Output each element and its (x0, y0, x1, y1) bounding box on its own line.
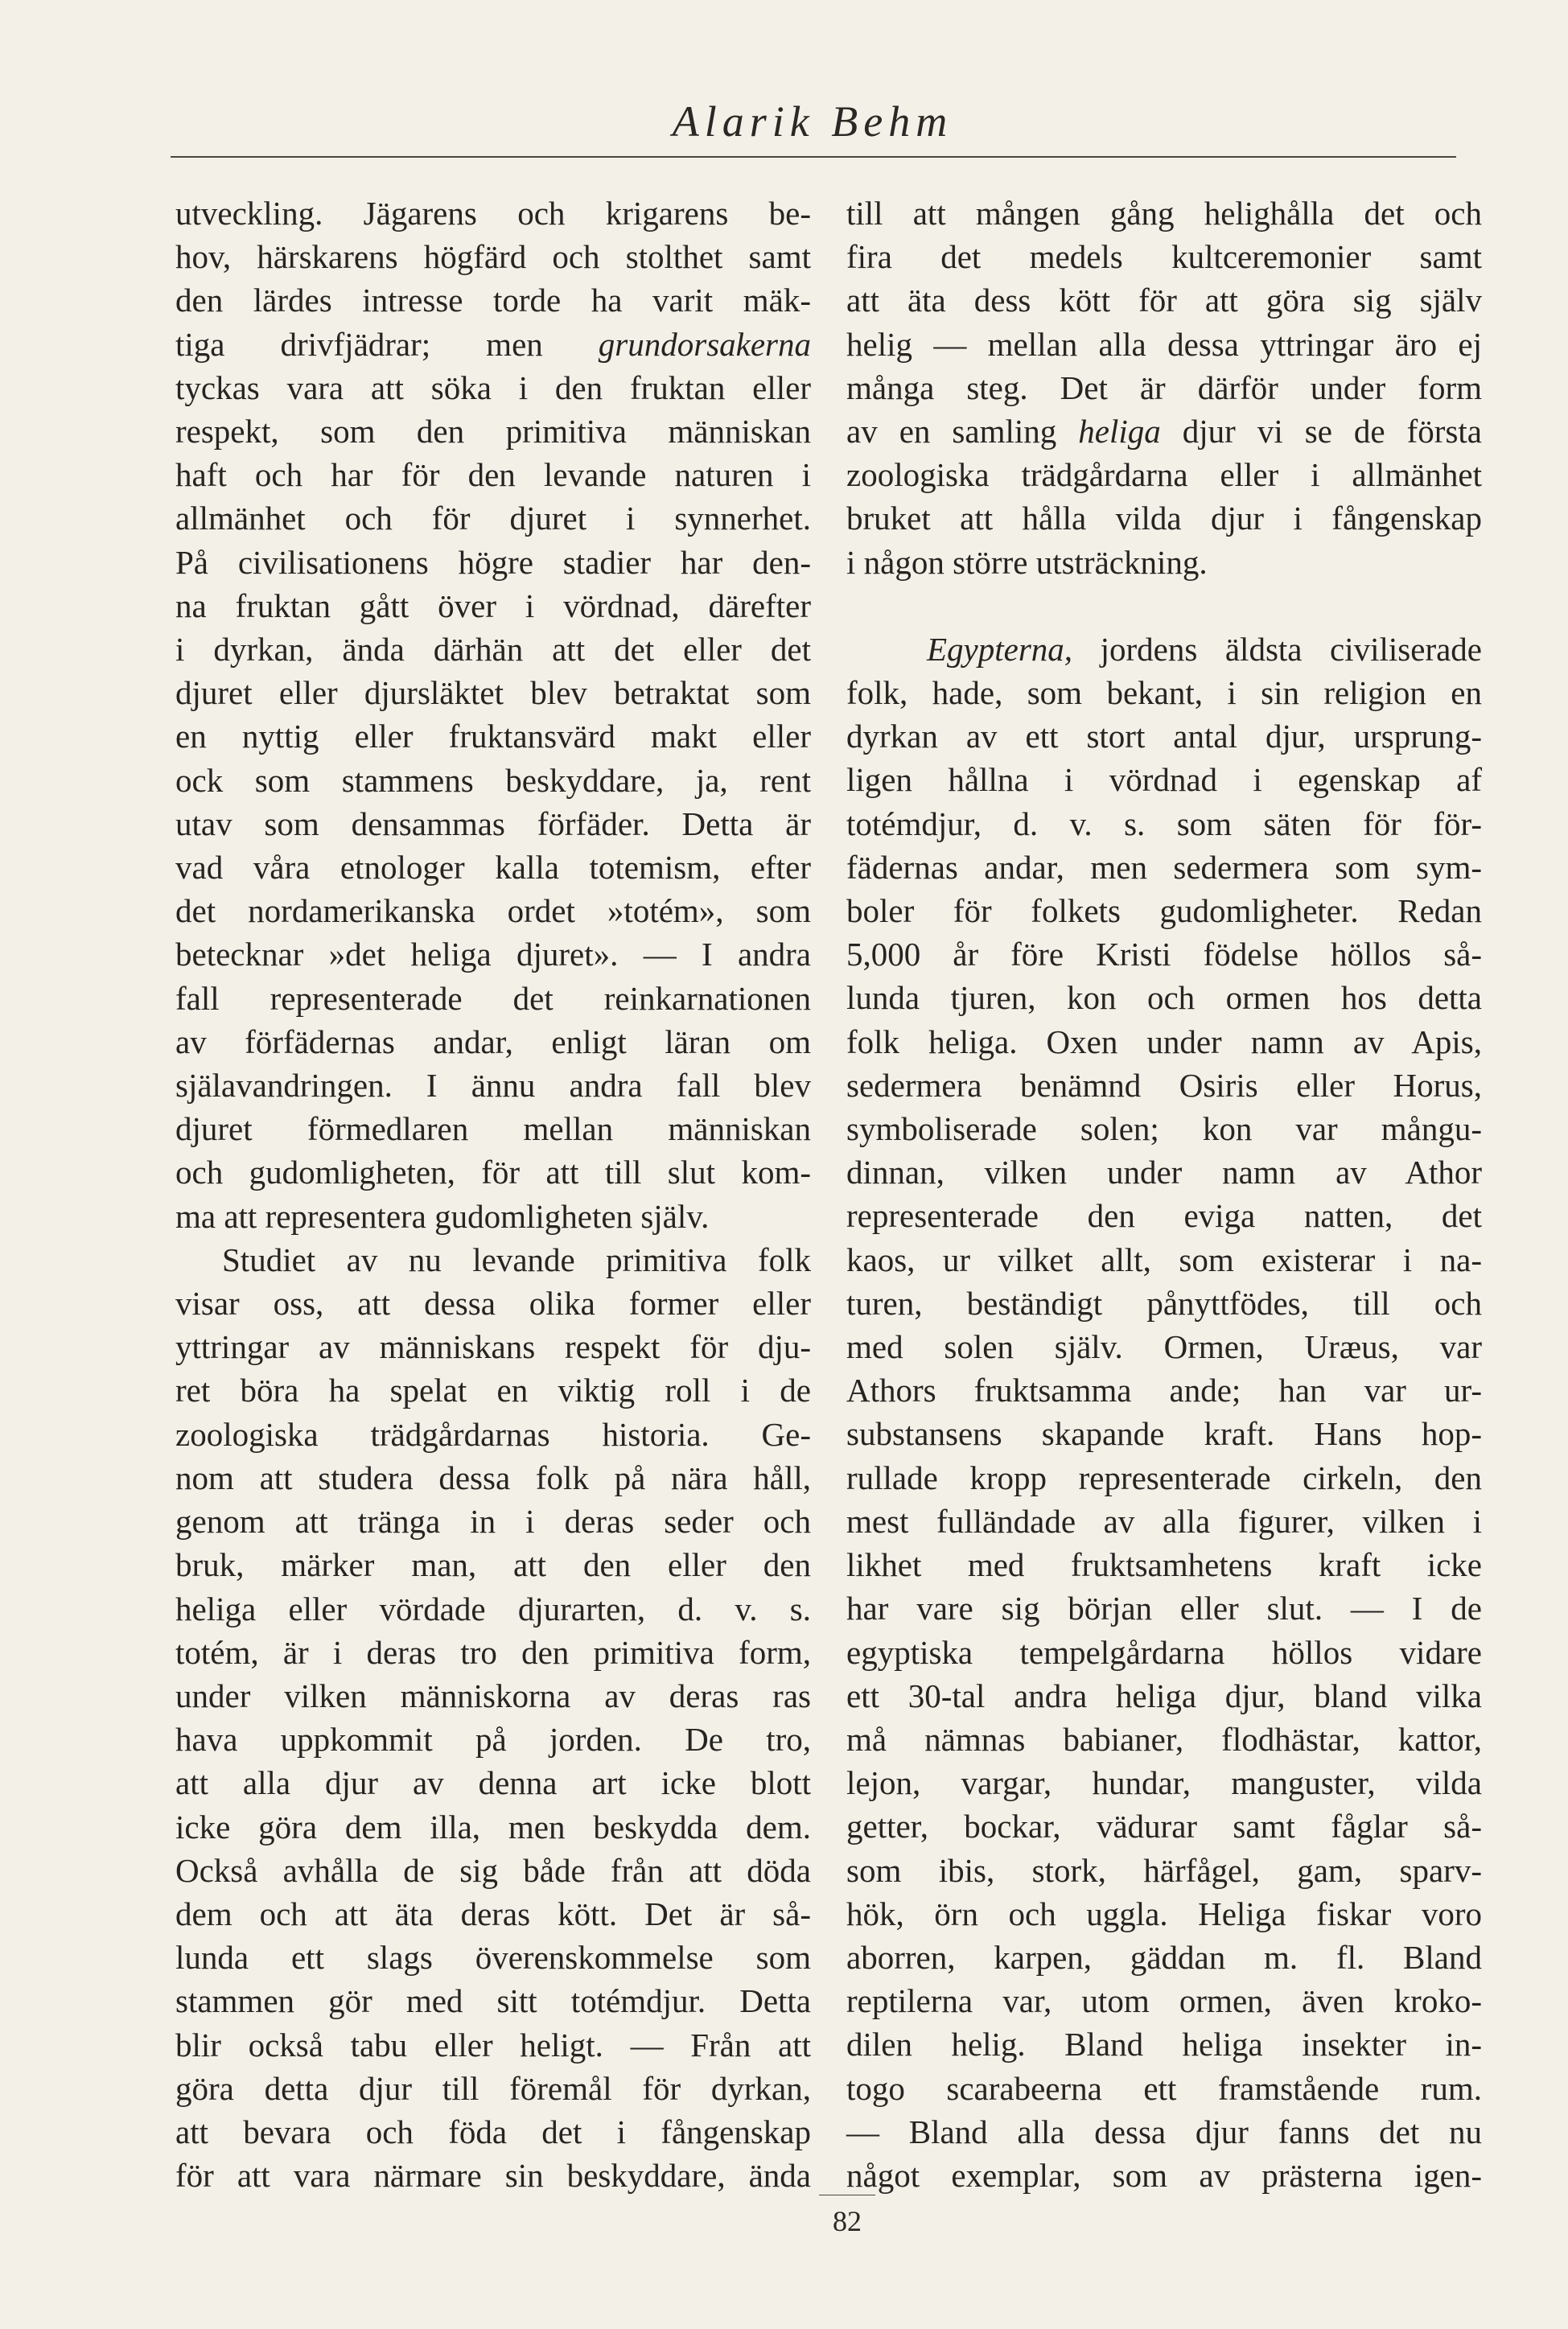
text-line (846, 671, 1482, 714)
text-run: att bevara och föda det i fångenskap (175, 2113, 811, 2150)
text-run: dilen helig. Bland heliga insekter in- (846, 2026, 1482, 2064)
text-line (175, 323, 811, 366)
text-run: har vare sig början eller slut. — I de (846, 1590, 1482, 1627)
text-run: göra detta djur till föremål för dyrkan, (175, 2069, 811, 2107)
text-run: togo scarabeerna ett framstående rum. (846, 2069, 1482, 2107)
text-line (175, 1282, 811, 1325)
text-line (846, 1150, 1482, 1194)
text-run: i någon större utsträckning. (846, 543, 1208, 581)
text-line (175, 409, 811, 453)
text-line (175, 453, 811, 496)
text-run: den lärdes intresse torde ha varit mäk- (175, 282, 811, 319)
text-line (846, 1718, 1482, 1761)
text-run: själavandringen. I ännu andra fall blev (175, 1067, 811, 1105)
text-run: hava uppkommit på jorden. De tro, (175, 1721, 811, 1759)
text-run: symboliserade solen; kon var mångu- (846, 1110, 1482, 1148)
text-run: djuret eller djursläktet blev betraktat som (175, 674, 811, 712)
text-line (175, 1368, 811, 1412)
right-text-column (846, 191, 1482, 2197)
text-line (175, 759, 811, 802)
text-run: boler för folkets gudomligheter. Redan (846, 892, 1482, 930)
text-line (846, 2067, 1482, 2110)
text-line (846, 1368, 1482, 1412)
text-run: På civilisationens högre stadier har den- (175, 543, 811, 581)
text-run: dinnan, vilken under namn av Athor (846, 1154, 1482, 1191)
text-run: kaos, ur vilket allt, som existerar i na- (846, 1241, 1482, 1278)
running-head-author: Alarik Behm (672, 97, 953, 146)
text-line (175, 496, 811, 540)
text-line (175, 671, 811, 714)
text-line (846, 1412, 1482, 1455)
italic-term: heliga (1078, 413, 1161, 451)
text-line (846, 1500, 1482, 1543)
text-run: totémdjur, d. v. s. som säten för för- (846, 804, 1482, 842)
text-line (846, 1238, 1482, 1282)
text-run: Athors fruktsamma ande; han var ur- (846, 1372, 1482, 1409)
text-run: na fruktan gått över i vördnad, därefter (175, 586, 811, 624)
text-run: representerade den eviga natten, det (846, 1197, 1482, 1235)
text-line (175, 714, 811, 758)
text-line (846, 1543, 1482, 1586)
text-run: ock som stammens beskyddare, ja, rent (175, 761, 811, 799)
text-line (846, 1194, 1482, 1237)
text-run: genom att tränga in i deras seder och (175, 1503, 811, 1541)
text-run: ett 30-tal andra heliga djur, bland vilka (846, 1677, 1482, 1714)
text-line (846, 1761, 1482, 1804)
text-line (175, 366, 811, 409)
text-run: turen, beständigt pånyttfödes, till och (846, 1284, 1482, 1322)
text-run: haft och har för den levande naturen i (175, 456, 811, 494)
text-run: hök, örn och uggla. Heliga fiskar voro (846, 1895, 1482, 1932)
text-line (175, 1325, 811, 1368)
text-run: till att mången gång helighålla det och (846, 195, 1482, 232)
text-run: fira det medels kultceremonier samt (846, 238, 1482, 276)
text-line (175, 584, 811, 628)
text-run: — Bland alla dessa djur fanns det nu (846, 2113, 1482, 2150)
paragraph-gap (846, 584, 1482, 628)
text-line (175, 2110, 811, 2154)
text-line (846, 191, 1482, 235)
text-run: folk, hade, som bekant, i sin religion en (846, 674, 1482, 712)
text-run: Också avhålla de sig både från att döda (175, 1851, 811, 1889)
text-line (846, 409, 1482, 453)
text-line (846, 1849, 1482, 1892)
text-run: heliga eller vördade djurarten, d. v. s. (175, 1590, 811, 1627)
text-run: icke göra dem illa, men beskydda dem. (175, 1808, 811, 1846)
text-line (175, 977, 811, 1020)
text-run: likhet med fruktsamhetens kraft icke (846, 1546, 1482, 1584)
text-line (846, 2022, 1482, 2066)
text-line (175, 802, 811, 846)
text-run: som ibis, stork, härfågel, gam, sparv- (846, 1851, 1482, 1889)
text-line (175, 541, 811, 584)
text-run: vad våra etnologer kalla totemism, efter (175, 849, 811, 887)
text-run: egyptiska tempelgårdarna höllos vidare (846, 1633, 1482, 1671)
text-line (846, 1936, 1482, 1979)
text-line (175, 278, 811, 322)
text-run: substansens skapande kraft. Hans hop- (846, 1415, 1482, 1453)
text-run: zoologiska trädgårdarna eller i allmänhet (846, 456, 1482, 494)
text-line (846, 628, 1482, 671)
text-line (175, 1979, 811, 2022)
text-line (846, 496, 1482, 540)
text-line (175, 1631, 811, 1674)
text-line (175, 1107, 811, 1150)
text-line (175, 1150, 811, 1194)
text-line (846, 1804, 1482, 1848)
text-run: något exemplar, som av prästerna igen- (846, 2156, 1482, 2194)
text-run: bruket att hålla vilda djur i fångenskap (846, 500, 1482, 537)
text-run: dem och att äta deras kött. Det är så- (175, 1895, 811, 1932)
text-line (175, 1936, 811, 1979)
text-line (846, 1020, 1482, 1064)
text-line (846, 889, 1482, 932)
text-run: nom att studera dessa folk på nära håll, (175, 1459, 811, 1496)
text-line (175, 1892, 811, 1936)
text-line (175, 1761, 811, 1804)
text-run: under vilken människorna av deras ras (175, 1677, 811, 1714)
text-run: lunda tjuren, kon och ormen hos detta (846, 979, 1482, 1017)
text-run: sedermera benämnd Osiris eller Horus, (846, 1066, 1482, 1104)
text-run: djur vi se de första (1160, 413, 1482, 451)
text-line (175, 1805, 811, 1849)
text-line (175, 1456, 811, 1500)
text-run: reptilerna var, utom ormen, även kroko- (846, 1982, 1482, 2020)
text-run: av en samling (846, 413, 1079, 451)
text-run: Studiet av nu levande primitiva folk (222, 1241, 811, 1278)
text-run: ma att representera gudomligheten själv. (175, 1197, 710, 1235)
text-run: att äta dess kött för att göra sig själv (846, 282, 1482, 319)
text-line (846, 1979, 1482, 2022)
text-line (846, 366, 1482, 409)
text-run: yttringar av människans respekt för dju- (175, 1328, 811, 1366)
text-run: tyckas vara att söka i den fruktan eller (175, 368, 811, 406)
text-line (175, 1543, 811, 1586)
text-line (846, 932, 1482, 976)
text-run: blir också tabu eller heligt. — Från att (175, 2026, 811, 2064)
text-run: ret böra ha spelat en viktig roll i de (175, 1372, 811, 1409)
text-run: för att vara närmare sin beskyddare, ända (175, 2157, 811, 2195)
text-run: mest fulländade av alla figurer, vilken i (846, 1502, 1482, 1540)
text-line (846, 976, 1482, 1019)
page-number: 82 (833, 2205, 862, 2237)
text-run: fall representerade det reinkarnationen (175, 979, 811, 1017)
text-run: rullade kropp representerade cirkeln, den (846, 1459, 1482, 1496)
text-line (175, 2023, 811, 2067)
text-run: betecknar »det heliga djuret». — I andra (175, 936, 811, 973)
text-line (846, 1456, 1482, 1500)
text-line (846, 1325, 1482, 1368)
text-line (846, 1631, 1482, 1674)
text-line (175, 1674, 811, 1718)
text-line (175, 932, 811, 976)
text-line (175, 235, 811, 278)
text-line (175, 1500, 811, 1543)
text-line (846, 1674, 1482, 1718)
text-line (846, 453, 1482, 496)
text-run: getter, bockar, vädurar samt fåglar så- (846, 1808, 1482, 1846)
text-run: totém, är i deras tro den primitiva form, (175, 1633, 811, 1671)
text-run: lunda ett slags överenskommelse som (175, 1939, 811, 1977)
text-run: bruk, märker man, att den eller den (175, 1546, 811, 1584)
text-line (175, 191, 811, 235)
text-line (846, 802, 1482, 846)
text-run: i dyrkan, ända därhän att det eller det (175, 631, 811, 669)
text-line (846, 2154, 1482, 2197)
text-run: det nordamerikanska ordet »totém», som (175, 892, 811, 930)
text-line (846, 2110, 1482, 2154)
text-line (175, 1195, 811, 1238)
text-line (175, 1238, 811, 1282)
text-line (175, 2067, 811, 2110)
text-run: utav som densammas förfäder. Detta är (175, 804, 811, 842)
text-run: helig — mellan alla dessa yttringar äro ej (846, 325, 1482, 363)
text-line (846, 323, 1482, 366)
text-run: visar oss, att dessa olika former eller (175, 1285, 811, 1323)
text-run: utveckling. Jägarens och krigarens be- (175, 195, 811, 232)
text-line (846, 1064, 1482, 1107)
text-line (175, 628, 811, 671)
text-line (175, 1587, 811, 1631)
text-line (846, 1586, 1482, 1630)
text-run: ligen hållna i vördnad i egenskap af (846, 761, 1482, 799)
text-run: allmänhet och för djuret i synnerhet. (175, 500, 811, 537)
text-line (175, 889, 811, 932)
text-line (846, 714, 1482, 758)
text-run: med solen själv. Ormen, Uræus, var (846, 1328, 1482, 1366)
text-line (846, 1892, 1482, 1936)
text-run: 5,000 år före Kristi födelse höllos så- (846, 936, 1482, 973)
text-run: en nyttig eller fruktansvärd makt eller (175, 718, 811, 755)
italic-term: Egypterna, (927, 630, 1073, 668)
text-run: många steg. Det är därför under form (846, 368, 1482, 406)
text-line (175, 1020, 811, 1064)
text-run: att alla djur av denna art icke blott (175, 1764, 811, 1802)
text-line (846, 235, 1482, 278)
header-rule (171, 156, 1456, 158)
text-line (846, 758, 1482, 801)
text-run: dyrkan av ett stort antal djur, ursprung- (846, 718, 1482, 755)
text-line (846, 541, 1482, 584)
text-line (175, 1064, 811, 1107)
text-run: folk heliga. Oxen under namn av Apis, (846, 1023, 1482, 1060)
text-run: fädernas andar, men sedermera som sym- (846, 848, 1482, 886)
text-run: respekt, som den primitiva människan (175, 413, 811, 451)
text-line (175, 846, 811, 889)
text-run: av förfädernas andar, enligt läran om (175, 1023, 811, 1060)
text-run: stammen gör med sitt totémdjur. Detta (175, 1982, 811, 2020)
text-line (846, 278, 1482, 322)
text-line (175, 1718, 811, 1761)
text-run: aborren, karpen, gäddan m. fl. Bland (846, 1938, 1482, 1976)
text-run: tiga drivfjädrar; men (175, 325, 599, 363)
text-line (175, 1849, 811, 1892)
italic-term: grundorsakerna (598, 325, 811, 363)
text-line (846, 1107, 1482, 1150)
text-run: jordens äldsta civiliserade (1072, 630, 1482, 668)
text-run: hov, härskarens högfärd och stolthet samt (175, 238, 811, 276)
text-line (175, 2154, 811, 2197)
text-line (846, 846, 1482, 889)
text-run: djuret förmedlaren mellan människan (175, 1110, 811, 1148)
text-line (846, 1282, 1482, 1325)
text-run: och gudomligheten, för att till slut kom- (175, 1154, 811, 1191)
text-run: zoologiska trädgårdarnas historia. Ge- (175, 1415, 811, 1453)
text-run: lejon, vargar, hundar, manguster, vilda (846, 1764, 1482, 1802)
text-line (175, 1413, 811, 1456)
text-run: må nämnas babianer, flodhästar, kattor, (846, 1720, 1482, 1758)
left-text-column (175, 191, 811, 2197)
